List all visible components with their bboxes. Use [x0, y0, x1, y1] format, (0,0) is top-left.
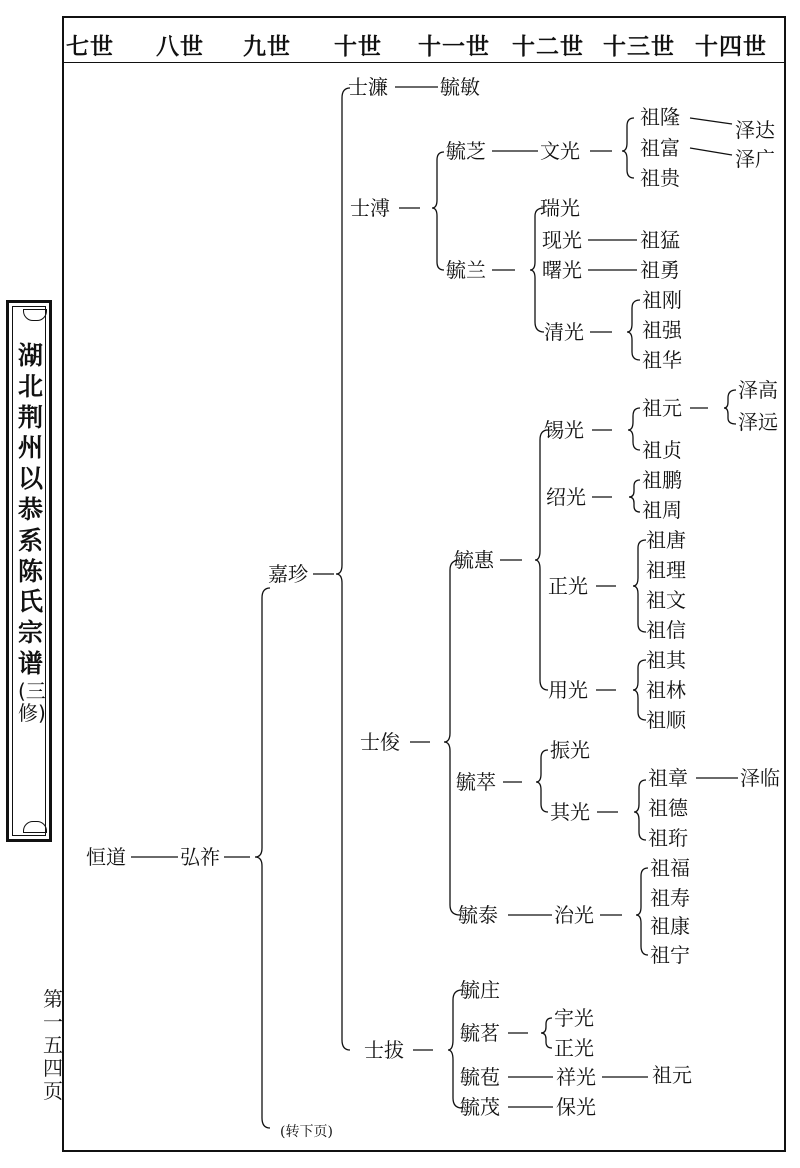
person-hangzhuang: 毓庄 — [460, 978, 500, 1002]
person-zuzhou: 祖周 — [642, 498, 682, 522]
person-zuzhang: 祖章 — [648, 766, 688, 790]
person-shiba: 士拔 — [364, 1038, 404, 1062]
person-zhengguang: 正光 — [548, 574, 588, 598]
person-zuyuan-2: 祖元 — [652, 1063, 692, 1087]
person-hangming: 毓茗 — [460, 1021, 500, 1045]
person-zelin: 泽临 — [740, 766, 780, 790]
person-zugang: 祖刚 — [642, 288, 682, 312]
person-zude: 祖德 — [648, 796, 688, 820]
person-zuwen: 祖文 — [646, 588, 686, 612]
person-hangbao: 毓苞 — [460, 1065, 500, 1089]
page-number: 第一五四页 — [43, 987, 63, 1103]
generation-10: 十世 — [334, 33, 382, 60]
person-shibo: 士溥 — [350, 196, 390, 220]
person-zukang: 祖康 — [650, 914, 690, 938]
person-wenguang: 文光 — [540, 139, 580, 163]
person-hanglan: 毓兰 — [446, 258, 486, 282]
person-zuyong: 祖勇 — [640, 258, 680, 282]
side-title-suffix: (三修) — [18, 678, 46, 725]
person-shijun: 士俊 — [360, 730, 400, 754]
person-zuning: 祖宁 — [650, 943, 690, 967]
person-zegao: 泽高 — [738, 378, 778, 402]
person-zeyuan: 泽远 — [738, 410, 778, 434]
person-hangmin: 毓敏 — [440, 75, 480, 99]
continue-note: (转下页) — [280, 1124, 333, 1140]
person-xianguang: 现光 — [542, 228, 582, 252]
generation-14: 十四世 — [695, 33, 767, 60]
person-xiangguang: 祥光 — [556, 1065, 596, 1089]
person-hangtai: 毓泰 — [458, 903, 498, 927]
person-hangzhi: 毓芝 — [446, 139, 486, 163]
person-hangcui: 毓萃 — [456, 770, 496, 794]
person-shaoguang: 绍光 — [546, 485, 586, 509]
person-zhengguang-2: 正光 — [554, 1036, 594, 1060]
person-shilian: 士濂 — [348, 75, 388, 99]
person-zuxin: 祖信 — [646, 618, 686, 642]
generation-13: 十三世 — [603, 33, 675, 60]
person-yuguang: 宇光 — [554, 1006, 594, 1030]
person-zuyuan: 祖元 — [642, 396, 682, 420]
person-zutang: 祖唐 — [646, 528, 686, 552]
person-zufu-2: 祖福 — [650, 856, 690, 880]
person-zulong: 祖隆 — [640, 105, 680, 129]
person-jiazhen: 嘉珍 — [268, 562, 308, 586]
person-zufu: 祖富 — [640, 136, 680, 160]
person-qiguang: 其光 — [550, 800, 590, 824]
person-hengdao: 恒道 — [86, 845, 126, 869]
person-xiguang: 锡光 — [544, 418, 584, 442]
person-zulin: 祖林 — [646, 678, 686, 702]
person-hangmao: 毓茂 — [460, 1095, 500, 1119]
person-zugui: 祖贵 — [640, 166, 680, 190]
person-zuhua: 祖华 — [642, 348, 682, 372]
person-zeda: 泽达 — [735, 118, 775, 142]
person-zushun: 祖顺 — [646, 708, 686, 732]
person-shuguang: 曙光 — [542, 258, 582, 282]
generation-7: 七世 — [66, 33, 114, 60]
person-qingguang: 清光 — [544, 320, 584, 344]
person-zhiguang: 治光 — [554, 903, 594, 927]
generation-11: 十一世 — [418, 33, 490, 60]
generation-8: 八世 — [156, 33, 204, 60]
person-hanghui: 毓惠 — [454, 548, 494, 572]
person-zuqiang: 祖强 — [642, 318, 682, 342]
person-zuzhen: 祖贞 — [642, 438, 682, 462]
generation-12: 十二世 — [512, 33, 584, 60]
side-title-text: 湖北荆州以恭系陈氏宗谱 — [18, 341, 44, 678]
person-hongzuo: 弘祚 — [180, 845, 220, 869]
person-yongguang: 用光 — [548, 678, 588, 702]
person-zhenguang: 振光 — [550, 738, 590, 762]
person-zeguang: 泽广 — [735, 147, 775, 171]
person-zuli: 祖理 — [646, 558, 686, 582]
person-zuheng: 祖珩 — [648, 826, 688, 850]
person-baoguang: 保光 — [556, 1095, 596, 1119]
person-zushou: 祖寿 — [650, 886, 690, 910]
generation-9: 九世 — [243, 33, 291, 60]
person-ruiguang: 瑞光 — [540, 196, 580, 220]
person-zuqi: 祖其 — [646, 648, 686, 672]
person-zumeng: 祖猛 — [640, 228, 680, 252]
person-zupeng: 祖鹏 — [642, 468, 682, 492]
